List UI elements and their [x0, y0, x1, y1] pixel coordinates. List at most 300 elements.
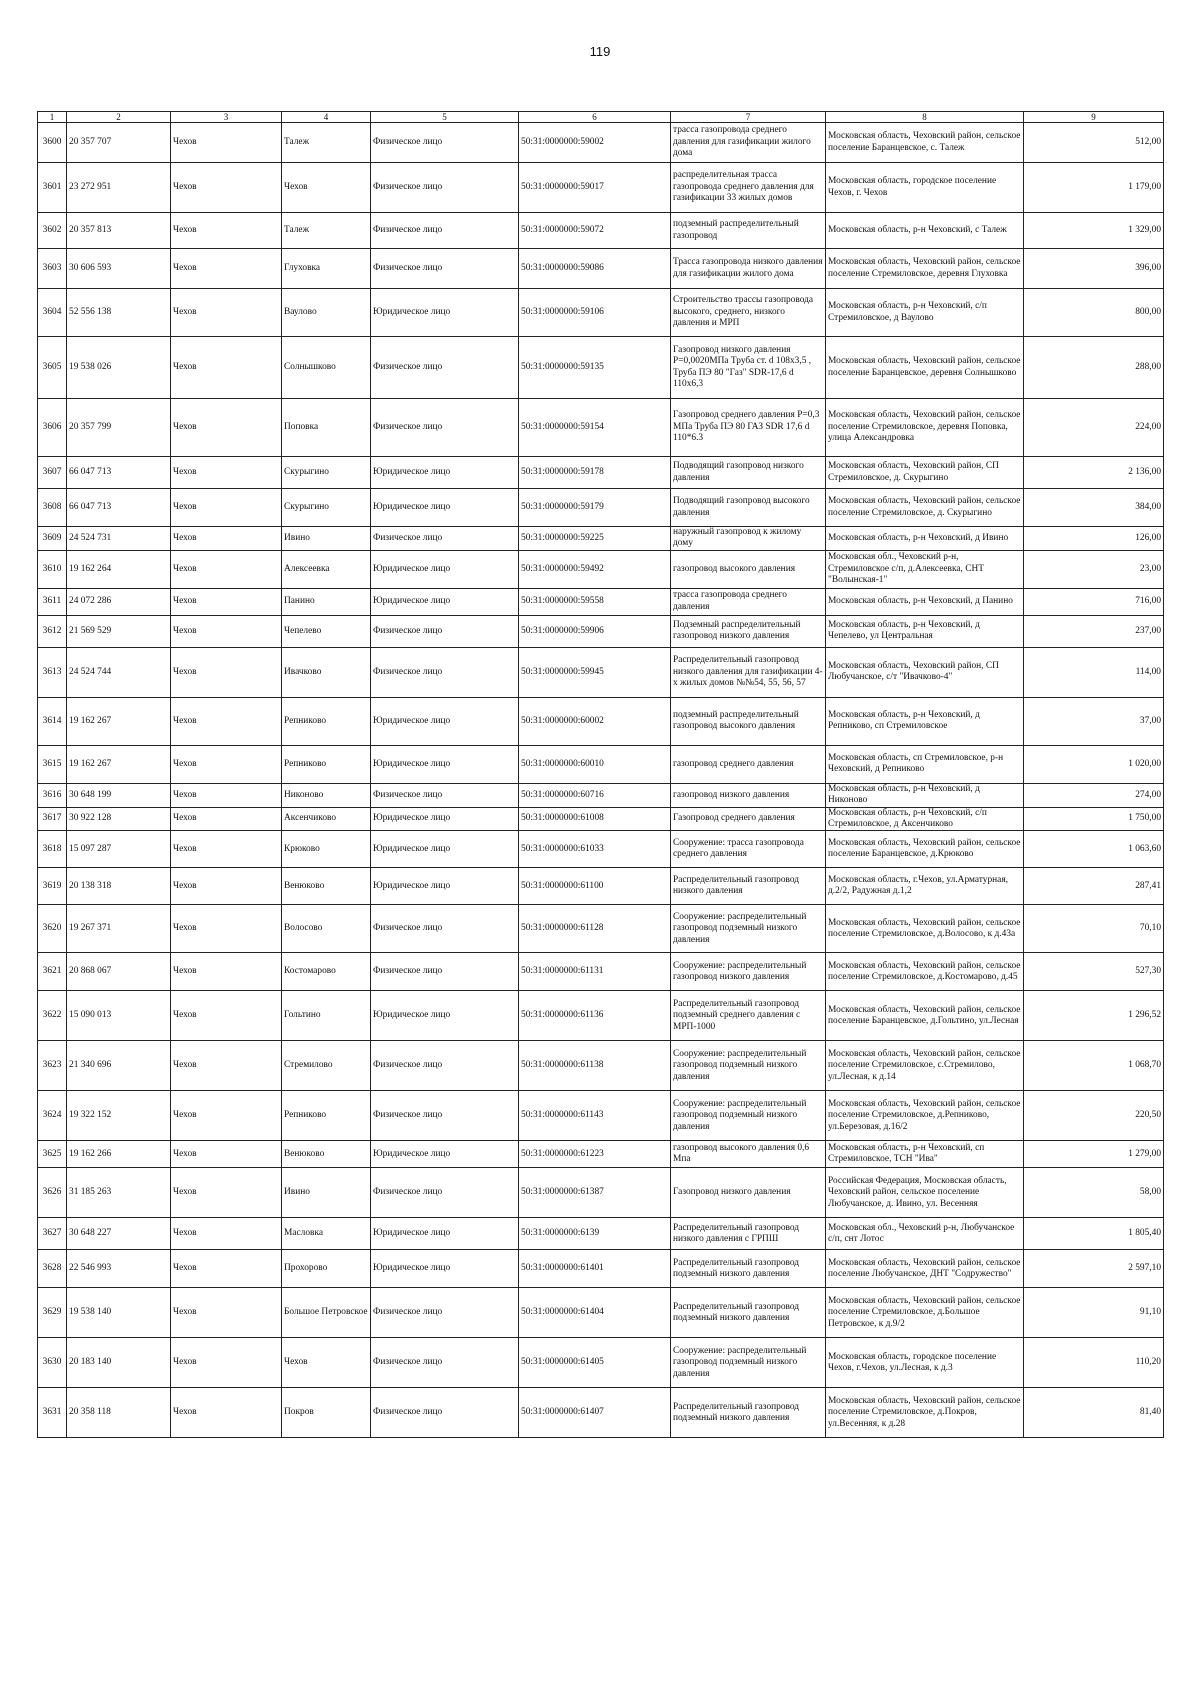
row-number: 3622	[38, 991, 67, 1041]
area-cell: 81,40	[1024, 1388, 1164, 1438]
owner-type-cell: Юридическое лицо	[371, 550, 519, 588]
row-number: 3631	[38, 1388, 67, 1438]
cadastral-number-cell: 50:31:0000000:61401	[519, 1250, 671, 1288]
description-cell: Распределительный газопровод подземный низкого давления	[671, 1388, 826, 1438]
district-cell: Чехов	[171, 249, 282, 289]
row-number: 3618	[38, 831, 67, 868]
area-cell: 287,41	[1024, 868, 1164, 905]
district-cell: Чехов	[171, 163, 282, 213]
district-cell: Чехов	[171, 337, 282, 399]
district-cell: Чехов	[171, 1218, 282, 1250]
district-cell: Чехов	[171, 213, 282, 249]
district-cell: Чехов	[171, 123, 282, 163]
row-number: 3629	[38, 1288, 67, 1338]
cadastral-number-cell: 50:31:0000000:61405	[519, 1338, 671, 1388]
object-id: 30 648 199	[67, 783, 171, 807]
table-row	[38, 697, 1164, 745]
district-cell: Чехов	[171, 745, 282, 783]
column-header: 4	[282, 112, 371, 123]
address-cell: Московская область, Чеховский район, сельское поселение Стремиловское, с.Стремилово, ул.Лесная, к д.14	[826, 1041, 1024, 1091]
table-row	[38, 783, 1164, 807]
object-id: 21 569 529	[67, 615, 171, 647]
description-cell: распределительная трасса газопровода среднего давления для газификации 33 жилых домов	[671, 163, 826, 213]
description-cell: Распределительный газопровод низкого давления для газификации 4-х жилых домов №№54, 55, 56, 57	[671, 647, 826, 697]
locality-cell: Репниково	[282, 697, 371, 745]
column-header: 8	[826, 112, 1024, 123]
row-number: 3616	[38, 783, 67, 807]
area-cell: 800,00	[1024, 289, 1164, 337]
district-cell: Чехов	[171, 783, 282, 807]
district-cell: Чехов	[171, 905, 282, 953]
object-id: 30 606 593	[67, 249, 171, 289]
area-cell: 1 020,00	[1024, 745, 1164, 783]
table-row	[38, 1218, 1164, 1250]
table-row	[38, 289, 1164, 337]
cadastral-number-cell: 50:31:0000000:60002	[519, 697, 671, 745]
address-cell: Московская область, Чеховский район, сельское поселение Стремиловское, д.Волосово, к д.43а	[826, 905, 1024, 953]
description-cell: Газопровод низкого давления	[671, 1168, 826, 1218]
object-id: 20 868 067	[67, 953, 171, 991]
locality-cell: Солнышково	[282, 337, 371, 399]
owner-type-cell: Юридическое лицо	[371, 489, 519, 527]
row-number: 3614	[38, 697, 67, 745]
row-number: 3624	[38, 1091, 67, 1141]
description-cell: Распределительный газопровод низкого давления	[671, 868, 826, 905]
table-row	[38, 1338, 1164, 1388]
object-id: 19 538 140	[67, 1288, 171, 1338]
address-cell: Московская область, р-н Чеховский, д Репниково, сп Стремиловское	[826, 697, 1024, 745]
owner-type-cell: Физическое лицо	[371, 953, 519, 991]
object-id: 20 357 799	[67, 399, 171, 457]
area-cell: 288,00	[1024, 337, 1164, 399]
area-cell: 237,00	[1024, 615, 1164, 647]
area-cell: 1 805,40	[1024, 1218, 1164, 1250]
locality-cell: Покров	[282, 1388, 371, 1438]
table-row	[38, 489, 1164, 527]
district-cell: Чехов	[171, 1168, 282, 1218]
object-id: 19 162 267	[67, 745, 171, 783]
cadastral-number-cell: 50:31:0000000:59086	[519, 249, 671, 289]
description-cell: Сооружение: распределительный газопровод подземный низкого давления	[671, 1091, 826, 1141]
table-row	[38, 831, 1164, 868]
locality-cell: Прохорово	[282, 1250, 371, 1288]
column-header: 7	[671, 112, 826, 123]
cadastral-number-cell: 50:31:0000000:61404	[519, 1288, 671, 1338]
row-number: 3604	[38, 289, 67, 337]
cadastral-number-cell: 50:31:0000000:59106	[519, 289, 671, 337]
row-number: 3613	[38, 647, 67, 697]
description-cell: трасса газопровода среднего давления для газификации жилого дома	[671, 123, 826, 163]
description-cell: Газопровод среднего давления P=0,3 МПа Труба ПЭ 80 ГАЗ SDR 17,6 d 110*6.3	[671, 399, 826, 457]
address-cell: Московская область, г.Чехов, ул.Арматурная, д.2/2, Радужная д.1,2	[826, 868, 1024, 905]
address-cell: Московская область, Чеховский район, сельское поселение Стремиловское, д.Большое Петровское, к д.9/2	[826, 1288, 1024, 1338]
address-cell: Московская область, Чеховский район, сельское поселение Баранцевское, д.Гольтино, ул.Лесная	[826, 991, 1024, 1041]
address-cell: Российская Федерация, Московская область, Чеховский район, сельское поселение Любучанское, д. Ивино, ул. Весенняя	[826, 1168, 1024, 1218]
address-cell: Московская область, р-н Чеховский, д Чепелево, ул Центральная	[826, 615, 1024, 647]
object-id: 30 922 128	[67, 807, 171, 831]
object-id: 66 047 713	[67, 457, 171, 489]
owner-type-cell: Физическое лицо	[371, 905, 519, 953]
locality-cell: Глуховка	[282, 249, 371, 289]
object-id: 24 524 731	[67, 527, 171, 551]
district-cell: Чехов	[171, 489, 282, 527]
description-cell: подземный распределительный газопровод высокого давления	[671, 697, 826, 745]
cadastral-number-cell: 50:31:0000000:61033	[519, 831, 671, 868]
owner-type-cell: Юридическое лицо	[371, 1218, 519, 1250]
locality-cell: Крюково	[282, 831, 371, 868]
area-cell: 91,10	[1024, 1288, 1164, 1338]
column-header: 2	[67, 112, 171, 123]
address-cell: Московская область, Чеховский район, сельское поселение Баранцевское, д.Крюково	[826, 831, 1024, 868]
locality-cell: Ивино	[282, 1168, 371, 1218]
row-number: 3603	[38, 249, 67, 289]
area-cell: 1 279,00	[1024, 1141, 1164, 1168]
area-cell: 1 063,60	[1024, 831, 1164, 868]
owner-type-cell: Физическое лицо	[371, 213, 519, 249]
table-row	[38, 213, 1164, 249]
object-id: 30 648 227	[67, 1218, 171, 1250]
address-cell: Московская область, Чеховский район, сельское поселение Баранцевское, деревня Солнышково	[826, 337, 1024, 399]
locality-cell: Никоново	[282, 783, 371, 807]
object-id: 19 162 264	[67, 550, 171, 588]
description-cell: Распределительный газопровод подземный среднего давления с МРП-1000	[671, 991, 826, 1041]
address-cell: Московская область, городское поселение Чехов, г.Чехов, ул.Лесная, к д.3	[826, 1338, 1024, 1388]
row-number: 3605	[38, 337, 67, 399]
owner-type-cell: Физическое лицо	[371, 123, 519, 163]
row-number: 3607	[38, 457, 67, 489]
area-cell: 716,00	[1024, 588, 1164, 615]
owner-type-cell: Юридическое лицо	[371, 831, 519, 868]
cadastral-number-cell: 50:31:0000000:61131	[519, 953, 671, 991]
owner-type-cell: Юридическое лицо	[371, 1250, 519, 1288]
owner-type-cell: Юридическое лицо	[371, 588, 519, 615]
description-cell: трасса газопровода среднего давления	[671, 588, 826, 615]
object-id: 31 185 263	[67, 1168, 171, 1218]
address-cell: Московская область, Чеховский район, СП Стремиловское, д. Скурыгино	[826, 457, 1024, 489]
row-number: 3600	[38, 123, 67, 163]
address-cell: Московская область, Чеховский район, сельское поселение Стремиловское, д. Скурыгино	[826, 489, 1024, 527]
locality-cell: Чехов	[282, 163, 371, 213]
address-cell: Московская область, Чеховский район, сельское поселение Стремиловское, деревня Поповка, улица Александровка	[826, 399, 1024, 457]
cadastral-number-cell: 50:31:0000000:60716	[519, 783, 671, 807]
owner-type-cell: Физическое лицо	[371, 527, 519, 551]
description-cell: газопровод высокого давления 0,6 Мпа	[671, 1141, 826, 1168]
address-cell: Московская обл., Чеховский р-н, Любучанское с/п, снт Лотос	[826, 1218, 1024, 1250]
column-header: 5	[371, 112, 519, 123]
registry-table	[37, 111, 1164, 1438]
address-cell: Московская область, Чеховский район, сельское поселение Стремиловское, деревня Глуховка	[826, 249, 1024, 289]
locality-cell: Волосово	[282, 905, 371, 953]
locality-cell: Чепелево	[282, 615, 371, 647]
cadastral-number-cell: 50:31:0000000:61008	[519, 807, 671, 831]
row-number: 3606	[38, 399, 67, 457]
object-id: 24 524 744	[67, 647, 171, 697]
district-cell: Чехов	[171, 1338, 282, 1388]
owner-type-cell: Физическое лицо	[371, 337, 519, 399]
owner-type-cell: Физическое лицо	[371, 615, 519, 647]
area-cell: 1 329,00	[1024, 213, 1164, 249]
address-cell: Московская область, р-н Чеховский, д Никоново	[826, 783, 1024, 807]
object-id: 19 538 026	[67, 337, 171, 399]
cadastral-number-cell: 50:31:0000000:61407	[519, 1388, 671, 1438]
address-cell: Московская область, Чеховский район, сельское поселение Стремиловское, д.Репниково, ул.Березовая, д.16/2	[826, 1091, 1024, 1141]
locality-cell: Скурыгино	[282, 457, 371, 489]
district-cell: Чехов	[171, 807, 282, 831]
object-id: 20 358 118	[67, 1388, 171, 1438]
area-cell: 220,50	[1024, 1091, 1164, 1141]
description-cell: наружный газопровод к жилому дому	[671, 527, 826, 551]
cadastral-number-cell: 50:31:0000000:6139	[519, 1218, 671, 1250]
object-id: 22 546 993	[67, 1250, 171, 1288]
object-id: 52 556 138	[67, 289, 171, 337]
row-number: 3617	[38, 807, 67, 831]
locality-cell: Талеж	[282, 213, 371, 249]
cadastral-number-cell: 50:31:0000000:61387	[519, 1168, 671, 1218]
description-cell: Строительство трассы газопровода высокого, среднего, низкого давления и МРП	[671, 289, 826, 337]
district-cell: Чехов	[171, 647, 282, 697]
locality-cell: Костомарово	[282, 953, 371, 991]
description-cell: Сооружение: распределительный газопровод низкого давления	[671, 953, 826, 991]
area-cell: 384,00	[1024, 489, 1164, 527]
owner-type-cell: Юридическое лицо	[371, 457, 519, 489]
table-row	[38, 1388, 1164, 1438]
district-cell: Чехов	[171, 697, 282, 745]
district-cell: Чехов	[171, 868, 282, 905]
area-cell: 2 136,00	[1024, 457, 1164, 489]
area-cell: 274,00	[1024, 783, 1164, 807]
object-id: 19 162 266	[67, 1141, 171, 1168]
owner-type-cell: Физическое лицо	[371, 399, 519, 457]
description-cell: Сооружение: распределительный газопровод подземный низкого давления	[671, 1041, 826, 1091]
table-row	[38, 647, 1164, 697]
district-cell: Чехов	[171, 1250, 282, 1288]
area-cell: 1 296,52	[1024, 991, 1164, 1041]
address-cell: Московская область, сп Стремиловское, р-н Чеховский, д Репниково	[826, 745, 1024, 783]
row-number: 3623	[38, 1041, 67, 1091]
cadastral-number-cell: 50:31:0000000:59072	[519, 213, 671, 249]
description-cell: Распределительный газопровод подземный низкого давления	[671, 1288, 826, 1338]
locality-cell: Стремилово	[282, 1041, 371, 1091]
owner-type-cell: Физическое лицо	[371, 1388, 519, 1438]
table-row	[38, 163, 1164, 213]
cadastral-number-cell: 50:31:0000000:61223	[519, 1141, 671, 1168]
table-row	[38, 588, 1164, 615]
row-number: 3612	[38, 615, 67, 647]
row-number: 3610	[38, 550, 67, 588]
area-cell: 70,10	[1024, 905, 1164, 953]
cadastral-number-cell: 50:31:0000000:61136	[519, 991, 671, 1041]
area-cell: 126,00	[1024, 527, 1164, 551]
table-row	[38, 905, 1164, 953]
locality-cell: Венюково	[282, 868, 371, 905]
owner-type-cell: Физическое лицо	[371, 647, 519, 697]
row-number: 3621	[38, 953, 67, 991]
area-cell: 114,00	[1024, 647, 1164, 697]
locality-cell: Аксенчиково	[282, 807, 371, 831]
owner-type-cell: Физическое лицо	[371, 1288, 519, 1338]
row-number: 3601	[38, 163, 67, 213]
owner-type-cell: Юридическое лицо	[371, 991, 519, 1041]
object-id: 20 357 813	[67, 213, 171, 249]
table-row	[38, 249, 1164, 289]
address-cell: Московская область, р-н Чеховский, д Панино	[826, 588, 1024, 615]
description-cell: газопровод высокого давления	[671, 550, 826, 588]
owner-type-cell: Физическое лицо	[371, 163, 519, 213]
column-header: 1	[38, 112, 67, 123]
owner-type-cell: Физическое лицо	[371, 1041, 519, 1091]
address-cell: Московская область, р-н Чеховский, д Ивино	[826, 527, 1024, 551]
row-number: 3602	[38, 213, 67, 249]
object-id: 66 047 713	[67, 489, 171, 527]
owner-type-cell: Юридическое лицо	[371, 868, 519, 905]
locality-cell: Венюково	[282, 1141, 371, 1168]
district-cell: Чехов	[171, 527, 282, 551]
table-row	[38, 1288, 1164, 1338]
locality-cell: Репниково	[282, 1091, 371, 1141]
description-cell: Сооружение: трасса газопровода среднего давления	[671, 831, 826, 868]
cadastral-number-cell: 50:31:0000000:59558	[519, 588, 671, 615]
object-id: 21 340 696	[67, 1041, 171, 1091]
table-row	[38, 527, 1164, 551]
owner-type-cell: Юридическое лицо	[371, 1141, 519, 1168]
table-row	[38, 991, 1164, 1041]
owner-type-cell: Юридическое лицо	[371, 289, 519, 337]
address-cell: Московская область, Чеховский район, сельское поселение Любучанское, ДНТ "Содружество"	[826, 1250, 1024, 1288]
description-cell: Распределительный газопровод подземный низкого давления	[671, 1250, 826, 1288]
row-number: 3611	[38, 588, 67, 615]
owner-type-cell: Физическое лицо	[371, 783, 519, 807]
locality-cell: Талеж	[282, 123, 371, 163]
locality-cell: Алексеевка	[282, 550, 371, 588]
cadastral-number-cell: 50:31:0000000:59225	[519, 527, 671, 551]
area-cell: 1 179,00	[1024, 163, 1164, 213]
cadastral-number-cell: 50:31:0000000:61100	[519, 868, 671, 905]
district-cell: Чехов	[171, 1091, 282, 1141]
row-number: 3627	[38, 1218, 67, 1250]
table-row	[38, 399, 1164, 457]
description-cell: газопровод низкого давления	[671, 783, 826, 807]
table-row	[38, 1091, 1164, 1141]
table-row	[38, 807, 1164, 831]
district-cell: Чехов	[171, 1288, 282, 1338]
table-header	[38, 112, 1164, 123]
description-cell: подземный распределительный газопровод	[671, 213, 826, 249]
cadastral-number-cell: 50:31:0000000:61128	[519, 905, 671, 953]
cadastral-number-cell: 50:31:0000000:59017	[519, 163, 671, 213]
district-cell: Чехов	[171, 457, 282, 489]
district-cell: Чехов	[171, 289, 282, 337]
area-cell: 224,00	[1024, 399, 1164, 457]
locality-cell: Ивачково	[282, 647, 371, 697]
row-number: 3615	[38, 745, 67, 783]
description-cell: Распределительный газопровод низкого давления с ГРПШ	[671, 1218, 826, 1250]
object-id: 20 183 140	[67, 1338, 171, 1388]
owner-type-cell: Юридическое лицо	[371, 745, 519, 783]
object-id: 15 090 013	[67, 991, 171, 1041]
locality-cell: Ивино	[282, 527, 371, 551]
table-row	[38, 1141, 1164, 1168]
district-cell: Чехов	[171, 1141, 282, 1168]
owner-type-cell: Физическое лицо	[371, 1338, 519, 1388]
address-cell: Московская область, Чеховский район, сельское поселение Стремиловское, д.Костомарово, д.45	[826, 953, 1024, 991]
object-id: 15 097 287	[67, 831, 171, 868]
address-cell: Московская область, Чеховский район, сельское поселение Стремиловское, д.Покров, ул.Весенняя, к д.28	[826, 1388, 1024, 1438]
table-row	[38, 615, 1164, 647]
owner-type-cell: Юридическое лицо	[371, 807, 519, 831]
column-header: 3	[171, 112, 282, 123]
area-cell: 110,20	[1024, 1338, 1164, 1388]
cadastral-number-cell: 50:31:0000000:59945	[519, 647, 671, 697]
object-id: 24 072 286	[67, 588, 171, 615]
area-cell: 512,00	[1024, 123, 1164, 163]
cadastral-number-cell: 50:31:0000000:59178	[519, 457, 671, 489]
address-cell: Московская область, р-н Чеховский, с Талеж	[826, 213, 1024, 249]
table-row	[38, 1168, 1164, 1218]
owner-type-cell: Физическое лицо	[371, 1091, 519, 1141]
column-header: 6	[519, 112, 671, 123]
cadastral-number-cell: 50:31:0000000:61143	[519, 1091, 671, 1141]
area-cell: 23,00	[1024, 550, 1164, 588]
district-cell: Чехов	[171, 953, 282, 991]
area-cell: 527,30	[1024, 953, 1164, 991]
table-row	[38, 123, 1164, 163]
area-cell: 37,00	[1024, 697, 1164, 745]
page-number: 119	[589, 44, 611, 59]
table-row	[38, 550, 1164, 588]
locality-cell: Репниково	[282, 745, 371, 783]
address-cell: Московская область, р-н Чеховский, с/п Стремиловское, д Ваулово	[826, 289, 1024, 337]
table-row	[38, 457, 1164, 489]
description-cell: Сооружение: распределительный газопровод подземный низкого давления	[671, 1338, 826, 1388]
address-cell: Московская обл., Чеховский р-н, Стремиловское с/п, д.Алексеевка, СНТ "Волынская-1"	[826, 550, 1024, 588]
locality-cell: Поповка	[282, 399, 371, 457]
cadastral-number-cell: 50:31:0000000:59135	[519, 337, 671, 399]
locality-cell: Гольтино	[282, 991, 371, 1041]
cadastral-number-cell: 50:31:0000000:59492	[519, 550, 671, 588]
table-row	[38, 337, 1164, 399]
locality-cell: Масловка	[282, 1218, 371, 1250]
district-cell: Чехов	[171, 1041, 282, 1091]
area-cell: 2 597,10	[1024, 1250, 1164, 1288]
district-cell: Чехов	[171, 588, 282, 615]
area-cell: 1 068,70	[1024, 1041, 1164, 1091]
object-id: 19 322 152	[67, 1091, 171, 1141]
row-number: 3609	[38, 527, 67, 551]
locality-cell: Скурыгино	[282, 489, 371, 527]
district-cell: Чехов	[171, 991, 282, 1041]
description-cell: Подземный распределительный газопровод низкого давления	[671, 615, 826, 647]
table-row	[38, 868, 1164, 905]
address-cell: Московская область, р-н Чеховский, с/п Стремиловское, д Аксенчиково	[826, 807, 1024, 831]
cadastral-number-cell: 50:31:0000000:61138	[519, 1041, 671, 1091]
row-number: 3625	[38, 1141, 67, 1168]
object-id: 19 162 267	[67, 697, 171, 745]
address-cell: Московская область, Чеховский район, СП Любучанское, с/т "Ивачково-4"	[826, 647, 1024, 697]
owner-type-cell: Физическое лицо	[371, 1168, 519, 1218]
description-cell: Газопровод среднего давления	[671, 807, 826, 831]
description-cell: Газопровод низкого давления P=0,0020МПа Труба ст. d 108х3,5 , Труба ПЭ 80 "Газ" SDR-17,6 d 110х6,3	[671, 337, 826, 399]
locality-cell: Ваулово	[282, 289, 371, 337]
row-number: 3630	[38, 1338, 67, 1388]
locality-cell: Чехов	[282, 1338, 371, 1388]
header-row	[38, 112, 1164, 123]
area-cell: 58,00	[1024, 1168, 1164, 1218]
row-number: 3620	[38, 905, 67, 953]
district-cell: Чехов	[171, 831, 282, 868]
column-header: 9	[1024, 112, 1164, 123]
owner-type-cell: Физическое лицо	[371, 249, 519, 289]
locality-cell: Панино	[282, 588, 371, 615]
